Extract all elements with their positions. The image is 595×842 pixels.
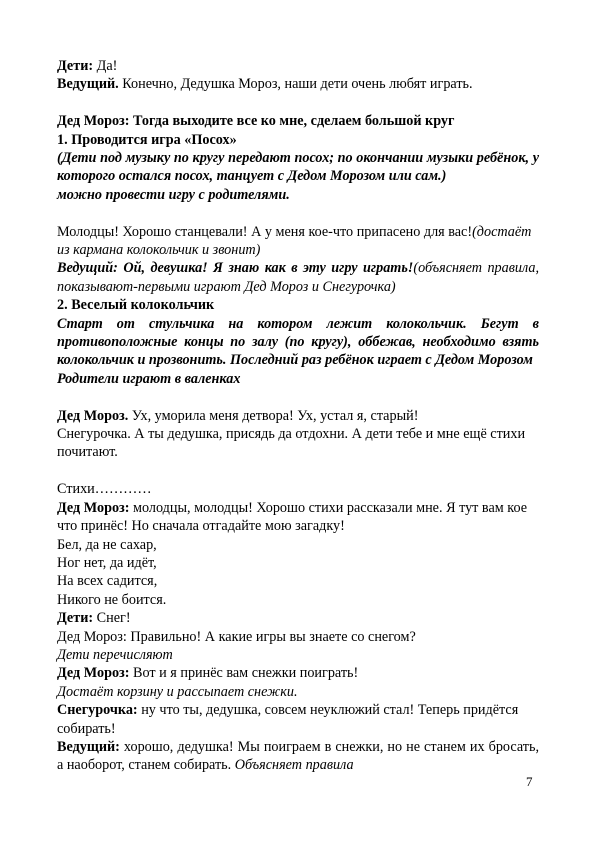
- blank-line: [57, 388, 539, 406]
- speaker: Дед Мороз:: [57, 499, 130, 516]
- blank-line: [57, 462, 539, 480]
- game-heading-bell: 2. Веселый колокольчик: [57, 297, 215, 314]
- stage-direction-staff: (Дети под музыку по кругу передают посох; по окончании музыки ребёнок, у которого остался посох, танцует с Дедом Морозом или сам.): [57, 150, 539, 185]
- riddle-line-4: Никого не боится.: [57, 591, 167, 608]
- page-number: 7: [526, 774, 533, 789]
- blank-line: [57, 94, 539, 112]
- speaker: Ведущий.: [57, 76, 119, 93]
- dialogue-text: Молодцы! Хорошо станцевали! А у меня кое-что припасено для вас!: [57, 223, 473, 240]
- line-snow-maiden-rest: Снегурочка. А ты дедушка, присядь да отдохни. А дети тебе и мне ещё стихи почитают.: [57, 426, 526, 461]
- stage-direction-parents: можно провести игру с родителями.: [57, 186, 290, 203]
- line-bell-intro: [57, 223, 539, 260]
- line-santa-riddle-intro: [57, 499, 539, 536]
- line-children-snow: [57, 609, 539, 627]
- dialogue-text: молодцы, молодцы! Хорошо стихи рассказали мне. Я тут вам кое что принёс! Но сначала отгадайте мою загадку!: [57, 499, 528, 535]
- dialogue-text: Ведущий: Ой, девушка! Я знаю как в эту игру играть!: [57, 260, 414, 277]
- line-santa-snowballs: [57, 664, 539, 682]
- dialogue-text: хорошо, дедушка! Мы поиграем в снежки, но не станем их бросать, а наоборот, станем собирать.: [57, 738, 539, 774]
- line-santa-tired: [57, 407, 539, 425]
- riddle-line-1: Бел, да не сахар,: [57, 536, 157, 553]
- speaker: Дети:: [57, 610, 94, 627]
- dialogue-text: ну что ты, дедушка, совсем неуклюжий стал! Теперь придётся собирать!: [57, 702, 519, 737]
- riddle-line-2: Ног нет, да идёт,: [57, 554, 157, 571]
- line-host-game-rules: [57, 259, 539, 296]
- dialogue-text: Конечно, Дедушка Мороз, наши дети очень любят играть.: [118, 76, 473, 93]
- line-poems: Стихи…………: [57, 481, 152, 498]
- stage-direction-children-list: Дети перечисляют: [57, 646, 173, 663]
- line-snow-maiden-clumsy: [57, 701, 539, 738]
- speaker: Снегурочка:: [57, 702, 138, 719]
- speaker: Дети:: [57, 58, 94, 74]
- line-children-yes: [57, 57, 539, 75]
- riddle-line-3: На всех садится,: [57, 573, 158, 590]
- dialogue-text: Снег!: [93, 610, 131, 627]
- line-santa-circle: Дед Мороз: Тогда выходите все ко мне, сделаем большой круг: [57, 113, 455, 130]
- line-host-collect: [57, 738, 539, 775]
- stage-direction: Объясняет правила: [234, 757, 354, 774]
- blank-line: [57, 204, 539, 222]
- stage-direction-bell-rules: Старт от стульчика на котором лежит колокольчик. Бегут в противоположные концы по залу (по кругу), оббежав, необходимо взять колокольчик и прозвонить. Последний раз ребёнок играет с Дедом Морозом: [57, 315, 539, 369]
- dialogue-text: Ух, уморила меня детвора! Ух, устал я, старый!: [128, 407, 419, 424]
- speaker: Дед Мороз:: [57, 665, 130, 682]
- speaker: Ведущий:: [57, 738, 120, 755]
- game-heading-staff: 1. Проводится игра «Посох»: [57, 131, 237, 148]
- speaker: Дед Мороз.: [57, 407, 129, 424]
- stage-direction: (объясняет правила, показывают-первыми играют Дед Мороз и Снегурочка): [57, 260, 539, 295]
- dialogue-text: Вот и я принёс вам снежки поиграть!: [129, 665, 359, 682]
- line-santa-correct: Дед Мороз: Правильно! А какие игры вы знаете со снегом?: [57, 628, 416, 645]
- dialogue-text: Да!: [93, 58, 118, 74]
- stage-direction-basket: Достаёт корзину и рассыпает снежки.: [57, 683, 298, 700]
- stage-direction: (достаёт из кармана колокольчик и звонит): [57, 223, 532, 259]
- stage-direction-felt-boots: Родители играют в валенках: [57, 370, 241, 387]
- line-host-reply: [57, 75, 539, 93]
- page-content: [57, 57, 539, 775]
